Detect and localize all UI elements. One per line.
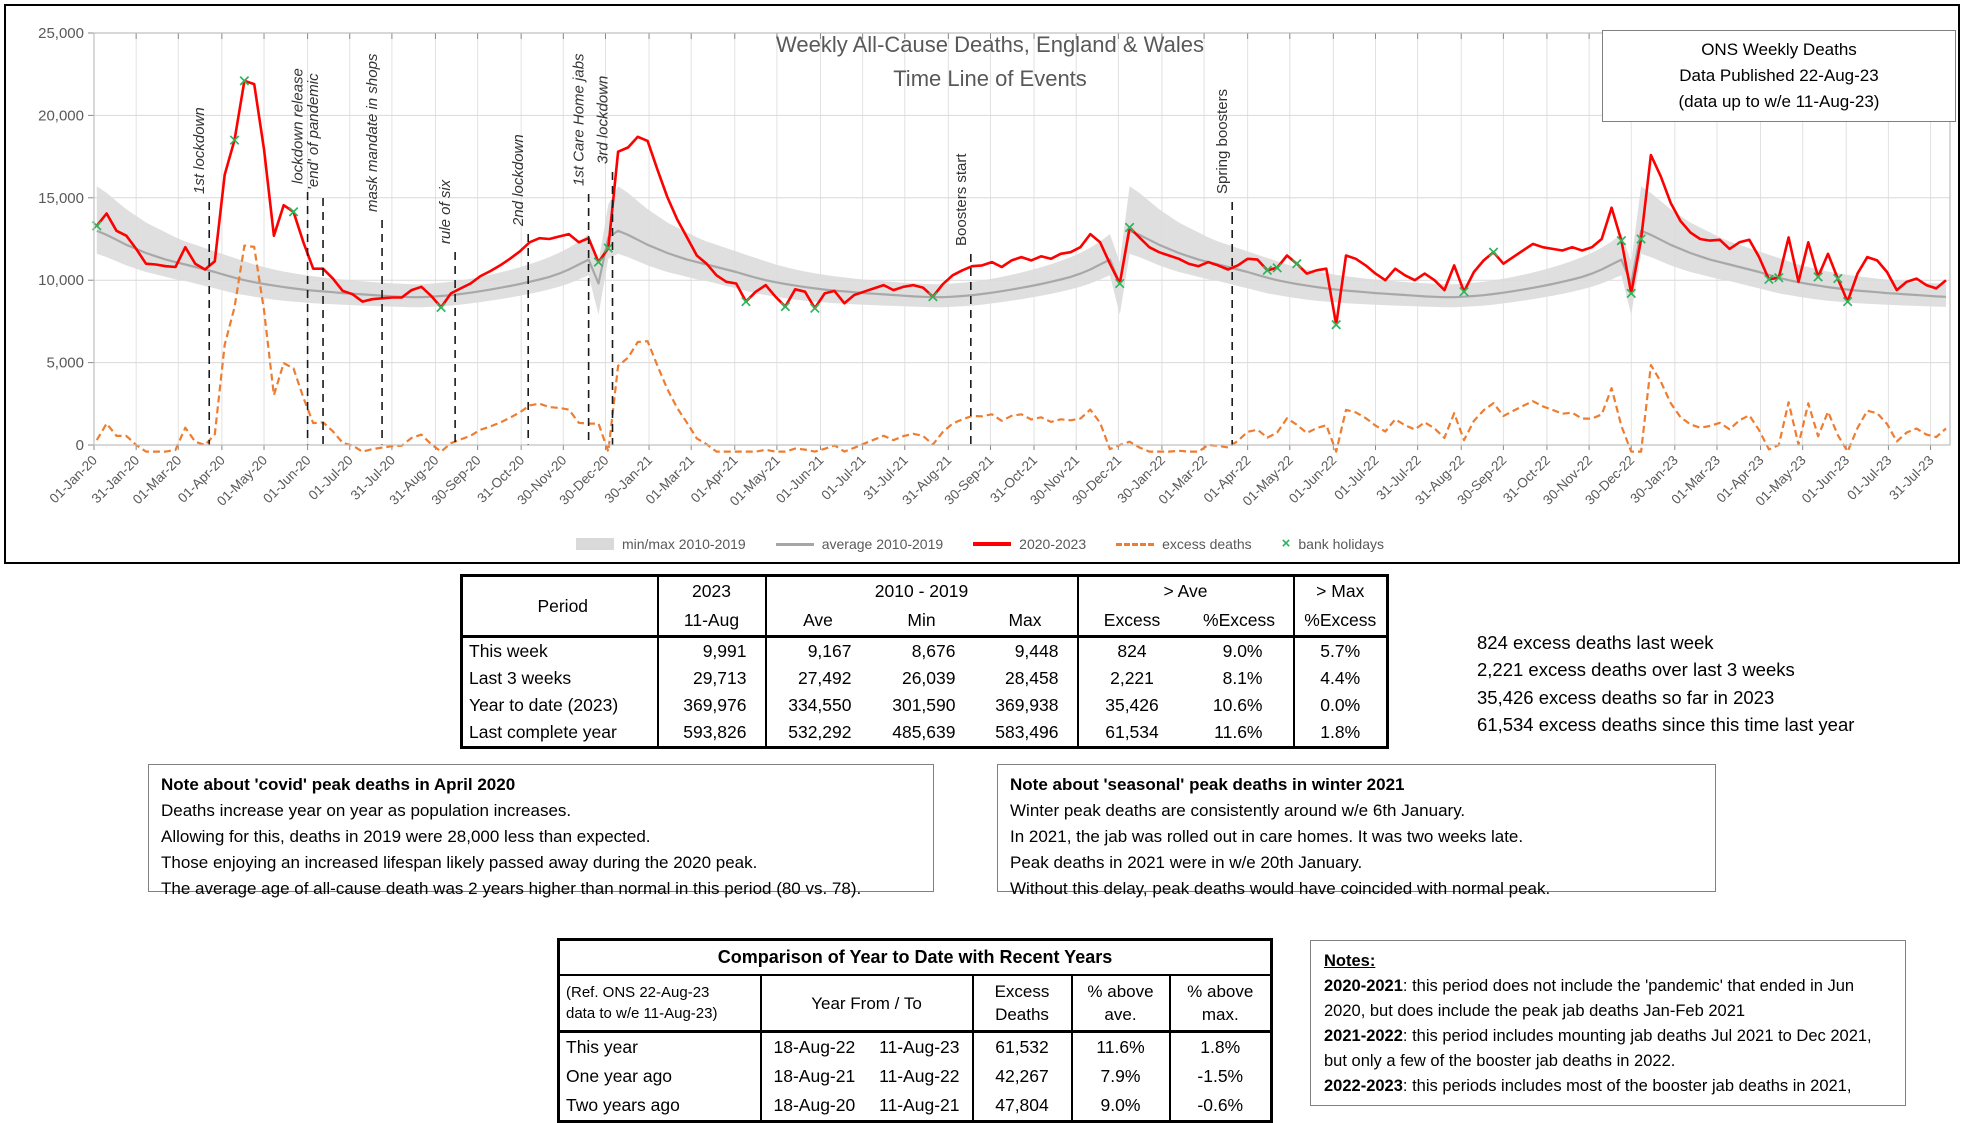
note-item-text: : this periods includes most of the booster jab deaths in 2021, — [1402, 1077, 1852, 1095]
cell-max: 369,938 — [995, 695, 1059, 715]
svg-text:31-Jan-20: 31-Jan-20 — [88, 452, 143, 507]
svg-text:31-Aug-22: 31-Aug-22 — [1412, 452, 1468, 508]
comparison-title: Comparison of Year to Date with Recent Years — [559, 940, 1272, 976]
note-line: Without this delay, peak deaths would have coincided with normal peak. — [1010, 879, 1551, 898]
summary-line: 2,221 excess deaths over last 3 weeks — [1477, 659, 1795, 681]
date-from: 18-Aug-20 — [773, 1095, 856, 1115]
legend-2020-2023-label: 2020-2023 — [1019, 536, 1087, 552]
cell-pct-max: -0.6% — [1170, 1091, 1272, 1122]
header-line: % above — [1187, 982, 1254, 1001]
stats-header-gt-ave: > Ave — [1078, 576, 1294, 607]
comparison-ref — [559, 975, 761, 1032]
svg-text:2nd lockdown: 2nd lockdown — [510, 134, 528, 226]
svg-text:25,000: 25,000 — [38, 25, 84, 42]
bank-holiday-x-icon: × — [1281, 535, 1291, 552]
cell-pct-ave: 8.1% — [1222, 668, 1263, 688]
info-line2: Data Published 22-Aug-23 — [1679, 66, 1879, 85]
note-line: Allowing for this, deaths in 2019 were 28,000 less than expected. — [161, 827, 651, 846]
svg-text:1st lockdown: 1st lockdown — [191, 107, 209, 194]
date-to: 11-Aug-22 — [879, 1066, 960, 1086]
svg-text:01-Mar-20: 01-Mar-20 — [129, 452, 185, 508]
note-item — [1324, 1024, 1892, 1074]
summary-line: 35,426 excess deaths so far in 2023 — [1477, 686, 1775, 708]
note-item-text: : this period does not include the 'pandemic' that ended in Jun 2020, but does include the peak jab deaths Jan-Feb 2021 — [1324, 977, 1855, 1020]
svg-text:01-May-21: 01-May-21 — [726, 452, 784, 509]
table-row — [559, 1091, 1272, 1122]
comparison-title-row — [559, 940, 1272, 976]
minmax-band-swatch-icon — [576, 538, 614, 550]
date-to: 11-Aug-21 — [879, 1095, 960, 1115]
row-label: One year ago — [566, 1066, 673, 1086]
svg-text:01-Mar-23: 01-Mar-23 — [1668, 452, 1724, 508]
cell-excess: 61,534 — [1078, 719, 1186, 748]
table-row — [462, 719, 1388, 748]
row-label: Year to date (2023) — [469, 695, 619, 715]
header-line: Excess — [994, 982, 1050, 1001]
svg-text:01-Mar-22: 01-Mar-22 — [1155, 452, 1211, 508]
info-line1: ONS Weekly Deaths — [1701, 40, 1857, 59]
note-item-text: : this period includes mounting jab deaths Jul 2021 to Dec 2021, but only a few of the booster jab deaths in 2022. — [1324, 1027, 1872, 1070]
svg-text:10,000: 10,000 — [38, 272, 84, 290]
svg-text:01-May-20: 01-May-20 — [213, 452, 271, 509]
cell-min: 26,039 — [901, 668, 956, 688]
cell-excess: 35,426 — [1078, 692, 1186, 719]
svg-text:01-Jul-21: 01-Jul-21 — [818, 452, 869, 503]
header-line: % above — [1087, 982, 1154, 1001]
note-covid-title: Note about 'covid' peak deaths in April 2020 — [161, 775, 516, 794]
note-line: Deaths increase year on year as population increases. — [161, 801, 572, 820]
svg-text:01-May-23: 01-May-23 — [1752, 452, 1809, 509]
note-seasonal-box — [997, 764, 1716, 898]
svg-text:30-Jan-23: 30-Jan-23 — [1627, 452, 1681, 507]
svg-text:30-Dec-22: 30-Dec-22 — [1582, 452, 1638, 508]
cell-ave: 334,550 — [766, 692, 870, 719]
stats-header-2010-2019: 2010 - 2019 — [766, 576, 1078, 607]
svg-text:30-Sep-20: 30-Sep-20 — [428, 452, 484, 508]
cell-max: 583,496 — [995, 722, 1059, 742]
cell-2023: 29,713 — [658, 665, 766, 692]
legend-2020-2023 — [973, 536, 1086, 552]
legend-average — [776, 536, 943, 552]
note-covid-box — [148, 764, 934, 898]
legend-bank-holidays — [1282, 536, 1384, 552]
table-row — [462, 665, 1388, 692]
date-from: 18-Aug-22 — [773, 1037, 856, 1057]
cell-min: 301,590 — [892, 695, 956, 715]
note-line: The average age of all-cause death was 2 years higher than normal in this period (80 vs. 78). — [161, 879, 862, 898]
svg-text:30-Nov-22: 30-Nov-22 — [1540, 452, 1596, 508]
cell-min: 485,639 — [892, 722, 956, 742]
stats-subheader-excess: Excess — [1078, 606, 1186, 637]
cell-ave: 532,292 — [766, 719, 870, 748]
note-line: Those enjoying an increased lifespan likely passed away during the 2020 peak. — [161, 853, 758, 872]
cell-excess: 42,267 — [973, 1062, 1072, 1091]
svg-text:30-Sep-22: 30-Sep-22 — [1454, 452, 1510, 508]
svg-text:30-Sep-21: 30-Sep-21 — [941, 452, 997, 508]
svg-text:lockdown release: lockdown release — [289, 68, 307, 184]
note-item-bold: 2021-2022 — [1324, 1027, 1403, 1045]
cell-excess: 2,221 — [1078, 665, 1186, 692]
note-seasonal-title: Note about 'seasonal' peak deaths in winter 2021 — [1010, 775, 1405, 794]
summary-line: 61,534 excess deaths since this time last year — [1477, 714, 1855, 736]
svg-text:Spring boosters: Spring boosters — [1214, 88, 1232, 194]
svg-text:31-Oct-20: 31-Oct-20 — [474, 452, 528, 506]
chart-title — [540, 28, 1440, 96]
row-label: Last 3 weeks — [469, 668, 572, 688]
legend-excess-label: excess deaths — [1162, 536, 1252, 552]
comparison-header-row — [559, 975, 1272, 1032]
svg-text:01-Apr-22: 01-Apr-22 — [1200, 452, 1254, 506]
legend-excess — [1116, 536, 1252, 552]
stats-subheader-11aug: 11-Aug — [658, 606, 766, 637]
cell-pct-ave: 10.6% — [1212, 695, 1263, 715]
chart-title-line2: Time Line of Events — [893, 66, 1087, 91]
svg-text:01-Apr-23: 01-Apr-23 — [1713, 452, 1767, 506]
cell-2023: 369,976 — [658, 692, 766, 719]
legend-minmax-label: min/max 2010-2019 — [621, 536, 746, 552]
red-line-swatch-icon — [973, 542, 1011, 546]
svg-text:01-Jun-22: 01-Jun-22 — [1285, 452, 1340, 507]
note-line: In 2021, the jab was rolled out in care homes. It was two weeks late. — [1010, 827, 1524, 846]
chart-legend — [4, 536, 1956, 552]
cell-pct-ave: 9.0% — [1072, 1091, 1170, 1122]
note-item-bold: 2022-2023 — [1324, 1077, 1403, 1095]
svg-text:15,000: 15,000 — [38, 189, 84, 207]
cell-pct-ave: 7.9% — [1072, 1062, 1170, 1091]
cell-pct-max: 0.0% — [1294, 692, 1388, 719]
svg-text:mask mandate in shops: mask mandate in shops — [364, 53, 382, 212]
stats-subheader-pexcess-max: %Excess — [1294, 606, 1388, 637]
svg-text:Boosters start: Boosters start — [952, 153, 970, 246]
svg-text:31-Oct-22: 31-Oct-22 — [1500, 452, 1554, 506]
svg-text:'end' of pandemic: 'end' of pandemic — [305, 73, 323, 190]
note-item — [1324, 974, 1892, 1024]
svg-text:31-Oct-21: 31-Oct-21 — [987, 452, 1041, 506]
cell-pct-ave: 11.6% — [1214, 722, 1263, 742]
cell-pct-max: 1.8% — [1294, 719, 1388, 748]
stats-subheader-pexcess: %Excess — [1186, 606, 1294, 637]
row-label: This year — [566, 1037, 638, 1057]
comparison-ref-line1: (Ref. ONS 22-Aug-23 — [566, 984, 710, 1001]
svg-text:01-Jun-23: 01-Jun-23 — [1798, 452, 1853, 507]
svg-text:01-May-22: 01-May-22 — [1239, 452, 1296, 509]
svg-text:01-Jun-20: 01-Jun-20 — [260, 452, 314, 507]
svg-text:30-Jan-21: 30-Jan-21 — [601, 452, 656, 507]
svg-text:rule of six: rule of six — [437, 179, 455, 244]
svg-text:31-Aug-21: 31-Aug-21 — [899, 452, 955, 508]
svg-text:30-Dec-21: 30-Dec-21 — [1069, 452, 1125, 508]
header-line: Deaths — [995, 1005, 1049, 1024]
cell-excess: 47,804 — [973, 1091, 1072, 1122]
note-line: Peak deaths in 2021 were in w/e 20th January. — [1010, 853, 1363, 872]
header-line: max. — [1201, 1005, 1239, 1024]
legend-average-label: average 2010-2019 — [821, 536, 944, 552]
legend-minmax — [576, 536, 746, 552]
notes-title: Notes: — [1324, 952, 1376, 970]
svg-text:31-Jul-23: 31-Jul-23 — [1886, 452, 1937, 503]
cell-pct-ave: 9.0% — [1222, 641, 1263, 661]
svg-text:30-Nov-21: 30-Nov-21 — [1027, 452, 1083, 508]
row-label: Two years ago — [566, 1095, 680, 1115]
cell-pct-max: 5.7% — [1294, 637, 1388, 666]
svg-text:01-Jul-20: 01-Jul-20 — [305, 452, 356, 503]
stats-subheader-min: Min — [870, 606, 974, 637]
svg-text:30-Dec-20: 30-Dec-20 — [556, 452, 612, 508]
info-line3: (data up to w/e 11-Aug-23) — [1678, 92, 1880, 111]
stats-header-gt-max: > Max — [1294, 576, 1388, 607]
cell-pct-max: 4.4% — [1294, 665, 1388, 692]
svg-text:31-Jul-21: 31-Jul-21 — [860, 452, 911, 503]
svg-text:01-Jan-20: 01-Jan-20 — [46, 452, 101, 507]
stats-subheader-ave: Ave — [766, 606, 870, 637]
notes-box — [1310, 940, 1906, 1106]
comparison-header-pct-ave — [1072, 975, 1170, 1032]
table-row — [462, 692, 1388, 719]
svg-text:31-Jul-20: 31-Jul-20 — [347, 452, 399, 503]
note-item-bold: 2020-2021 — [1324, 977, 1403, 995]
svg-text:01-Jul-22: 01-Jul-22 — [1331, 452, 1382, 503]
stats-table — [460, 574, 1389, 749]
cell-pct-max: 1.8% — [1170, 1032, 1272, 1063]
cell-max: 28,458 — [1004, 668, 1059, 688]
row-label: Last complete year — [469, 722, 617, 742]
table-row — [559, 1062, 1272, 1091]
table-row — [559, 1032, 1272, 1063]
cell-excess: 824 — [1078, 637, 1186, 666]
cell-max: 9,448 — [1014, 641, 1059, 661]
comparison-header-fromto: Year From / To — [761, 975, 973, 1032]
stats-subheader-max: Max — [974, 606, 1078, 637]
cell-2023: 593,826 — [658, 719, 766, 748]
average-line-swatch-icon — [776, 543, 814, 546]
cell-ave: 27,492 — [766, 665, 870, 692]
svg-text:31-Jul-22: 31-Jul-22 — [1373, 452, 1424, 503]
comparison-ref-line2: data to w/e 11-Aug-23) — [566, 1005, 718, 1022]
comparison-table — [557, 938, 1273, 1123]
svg-text:01-Jul-23: 01-Jul-23 — [1844, 452, 1895, 503]
data-source-box — [1602, 30, 1956, 122]
svg-text:01-Apr-20: 01-Apr-20 — [174, 452, 228, 506]
table-row — [462, 637, 1388, 666]
date-from: 18-Aug-21 — [773, 1066, 856, 1086]
svg-text:01-Mar-21: 01-Mar-21 — [642, 452, 698, 508]
svg-text:01-Apr-21: 01-Apr-21 — [687, 452, 741, 506]
svg-text:0: 0 — [75, 437, 84, 454]
svg-text:31-Aug-20: 31-Aug-20 — [386, 452, 442, 508]
svg-text:01-Jun-21: 01-Jun-21 — [772, 452, 827, 507]
excess-summary-lines — [1477, 629, 1854, 739]
cell-min: 8,676 — [911, 641, 956, 661]
svg-text:1st Care Home jabs: 1st Care Home jabs — [570, 53, 588, 186]
svg-text:3rd lockdown: 3rd lockdown — [594, 75, 612, 164]
note-line: Winter peak deaths are consistently around w/e 6th January. — [1010, 801, 1466, 820]
row-label: This week — [469, 641, 548, 661]
cell-excess: 61,532 — [973, 1032, 1072, 1063]
chart-title-line1: Weekly All-Cause Deaths, England & Wales — [776, 32, 1204, 57]
cell-pct-max: -1.5% — [1170, 1062, 1272, 1091]
cell-pct-ave: 11.6% — [1072, 1032, 1170, 1063]
comparison-header-excess — [973, 975, 1072, 1032]
stats-header-row1 — [462, 576, 1388, 607]
svg-text:5,000: 5,000 — [46, 354, 84, 372]
header-line: ave. — [1104, 1005, 1137, 1024]
svg-text:20,000: 20,000 — [38, 107, 84, 125]
summary-line: 824 excess deaths last week — [1477, 632, 1714, 653]
cell-2023: 9,991 — [658, 637, 766, 666]
stats-header-period: Period — [462, 576, 658, 637]
note-item — [1324, 1074, 1892, 1099]
date-to: 11-Aug-23 — [879, 1037, 960, 1057]
excess-dash-swatch-icon — [1116, 543, 1154, 546]
svg-text:30-Jan-22: 30-Jan-22 — [1114, 452, 1169, 507]
svg-text:30-Nov-20: 30-Nov-20 — [514, 452, 570, 508]
legend-bank-holidays-label: bank holidays — [1298, 536, 1385, 552]
stats-header-2023: 2023 — [658, 576, 766, 607]
cell-ave: 9,167 — [766, 637, 870, 666]
comparison-header-pct-max — [1170, 975, 1272, 1032]
